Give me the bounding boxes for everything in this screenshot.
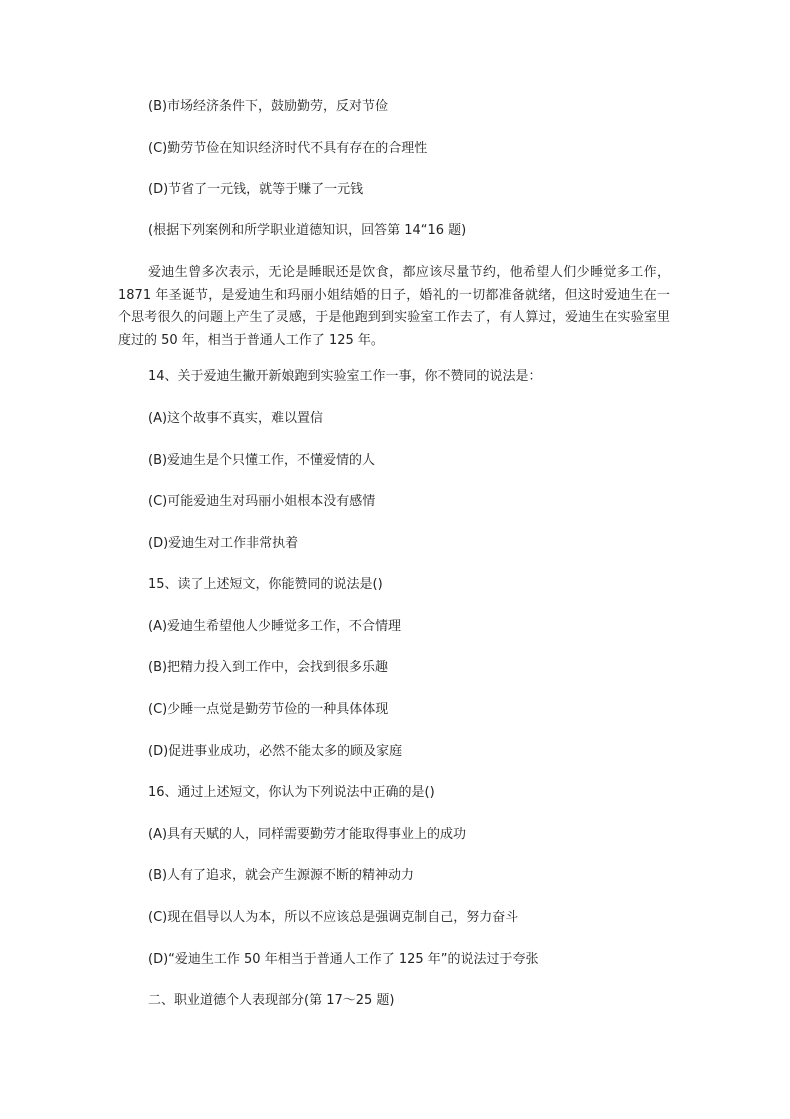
- question-16: 16、通过上述短文，你认为下列说法中正确的是(): [148, 785, 435, 800]
- question-16-option-d: (D)“爱迪生工作 50 年相当于普通人工作了 125 年”的说法过于夸张: [148, 952, 539, 967]
- question-14-option-c: (C)可能爱迪生对玛丽小姐根本没有感情: [148, 494, 376, 509]
- question-15-option-d: (D)促进事业成功，必然不能太多的顾及家庭: [148, 744, 403, 759]
- question-16-option-a: (A)具有天赋的人，同样需要勤劳才能取得事业上的成功: [148, 827, 467, 842]
- question-14: 14、关于爱迪生撇开新娘跑到实验室工作一事，你不赞同的说法是：: [148, 369, 542, 384]
- question-14-option-d: (D)爱迪生对工作非常执着: [148, 536, 299, 551]
- question-16-option-b: (B)人有了追求，就会产生源源不断的精神动力: [148, 868, 415, 883]
- question-16-option-c: (C)现在倡导以人为本，所以不应该总是强调克制自己，努力奋斗: [148, 910, 519, 925]
- question-15-option-a: (A)爱迪生希望他人少睡觉多工作，不合情理: [148, 619, 402, 634]
- case-paragraph: 爱迪生曾多次表示，无论是睡眠还是饮食，都应该尽量节约，他希望人们少睡觉多工作，1871 年圣诞节，是爱迪生和玛丽小姐结婚的日子，婚礼的一切都准备就绪，但这时爱迪生在一个思考很久的问题上产生了灵感，于是他跑到到实验室工作去了，有人算过，爱迪生在实验室里度过的 50 年，相当于普通人工作了 125 年。: [118, 265, 670, 348]
- question-15: 15、读了上述短文，你能赞同的说法是(): [148, 577, 383, 592]
- case-instruction: (根据下列案例和所学职业道德知识，回答第 14“16 题): [148, 223, 467, 238]
- section-heading: 二、职业道德个人表现部分(第 17～25 题): [148, 993, 395, 1008]
- question-15-option-c: (C)少睡一点觉是勤劳节俭的一种具体体现: [148, 702, 389, 717]
- option-b-line: (B)市场经济条件下，鼓励勤劳，反对节俭: [148, 99, 389, 114]
- question-14-option-a: (A)这个故事不真实，难以置信: [148, 411, 324, 426]
- question-14-option-b: (B)爱迪生是个只懂工作，不懂爱情的人: [148, 453, 376, 468]
- option-c-line: (C)勤劳节俭在知识经济时代不具有存在的合理性: [148, 141, 428, 156]
- option-d-line: (D)节省了一元钱，就等于赚了一元钱: [148, 182, 364, 197]
- question-15-option-b: (B)把精力投入到工作中，会找到很多乐趣: [148, 660, 389, 675]
